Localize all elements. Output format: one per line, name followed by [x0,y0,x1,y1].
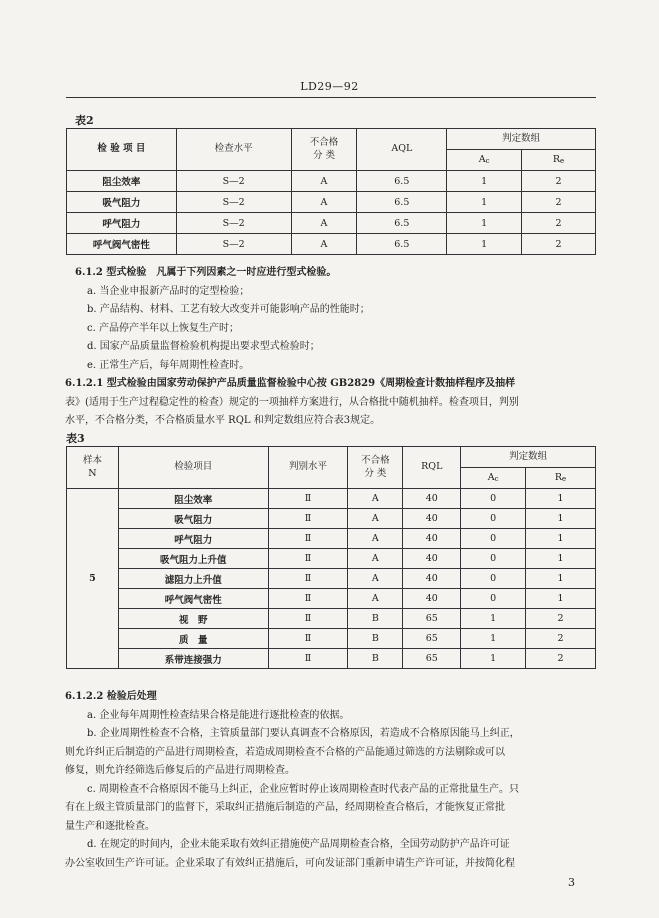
table2-cell-level: S—2 [176,192,291,213]
table2-header-item: 检 验 项 目 [67,129,177,171]
table3-cell-class: B [348,629,403,649]
table2-cell-re: 2 [522,213,596,234]
table3-header-sample: 样本 N [67,447,119,489]
table3-cell-rql: 40 [403,489,461,509]
table3-cell-rql: 65 [403,649,461,669]
paragraph-line: c. 产品停产半年以上恢复生产时； [87,322,239,334]
post-inspection-section [65,688,585,873]
table2-header-class: 不合格 分 类 [291,129,357,171]
standard-code-header: LD29—92 [300,80,359,93]
table2-cell-item: 阻尘效率 [67,171,177,192]
table2-cell-aql: 6.5 [357,192,447,213]
table3-row [67,489,596,509]
table2-cell-item: 吸气阻力 [67,192,177,213]
table2-header-decision: 判定数组 [447,129,596,150]
table3 [66,446,596,669]
table3-row [67,629,596,649]
table3-cell-class: A [348,549,403,569]
table3-header-rql: RQL [403,447,461,489]
table2-header-level: 检查水平 [176,129,291,171]
table3-cell-class: A [348,569,403,589]
table3-header-level: 判别水平 [268,447,348,489]
table3-row [67,609,596,629]
table3-cell-level: Ⅱ [268,589,348,609]
page-number: 3 [568,876,575,889]
paragraph-line: 6.1.2 型式检验 凡属于下列因素之一时应进行型式检验。 [75,267,337,278]
table3-cell-rql: 40 [403,509,461,529]
table2-header-aql: AQL [357,129,447,171]
table2-header-re: Re [522,150,596,171]
table3-cell-item: 视 野 [118,609,268,629]
table3-cell-item: 阻尘效率 [118,489,268,509]
table3-cell-class: B [348,609,403,629]
table2-cell-item: 呼气阀气密性 [67,234,177,255]
table3-cell-level: Ⅱ [268,649,348,669]
table2-row [67,234,596,255]
table3-cell-rql: 65 [403,609,461,629]
paragraph-line: 修复，则允许经筛选后修复后的产品进行周期检查。 [65,765,295,776]
table3-cell-item: 系带连接强力 [118,649,268,669]
table3-cell-class: A [348,589,403,609]
table3-row [67,509,596,529]
table3-row [67,649,596,669]
table3-cell-level: Ⅱ [268,569,348,589]
table3-cell-item: 呼气阀气密性 [118,589,268,609]
table3-cell-re: 1 [526,509,596,529]
table3-cell-rql: 40 [403,529,461,549]
table3-header-decision: 判定数组 [461,447,596,468]
table3-cell-rql: 40 [403,549,461,569]
table3-cell-ac: 0 [461,589,526,609]
table3-cell-ac: 1 [461,629,526,649]
table3-row [67,549,596,569]
table3-cell-item: 吸气阻力 [118,509,268,529]
table3-cell-rql: 65 [403,629,461,649]
table3-row [67,589,596,609]
table3-cell-rql: 40 [403,569,461,589]
table3-cell-re: 2 [526,629,596,649]
table3-sample-size: 5 [67,489,119,669]
paragraph-line: b. 企业周期性检查不合格，主管质量部门要认真调查不合格原因，若造成不合格原因能马上纠正， [87,728,520,739]
table3-cell-level: Ⅱ [268,609,348,629]
table3-cell-item: 滤阻力上升值 [118,569,268,589]
paragraph-line: d. 国家产品质量监督检验机构提出要求型式检验时； [87,341,320,352]
table3-cell-level: Ⅱ [268,529,348,549]
table2-cell-level: S—2 [176,171,291,192]
paragraph-line: 有在上级主管质量部门的监督下，采取纠正措施后制造的产品，经周期检查合格后，才能恢复正常批 [65,802,505,813]
table3-cell-re: 1 [526,529,596,549]
table2-cell-aql: 6.5 [357,171,447,192]
table3-cell-class: A [348,529,403,549]
table2-cell-level: S—2 [176,213,291,234]
type-inspection-section [65,264,585,431]
table3-cell-ac: 0 [461,509,526,529]
table3-cell-item: 吸气阻力上升值 [118,549,268,569]
table3-cell-re: 1 [526,589,596,609]
paragraph-line: 6.1.2.2 检验后处理 [65,691,157,702]
table3-cell-class: A [348,489,403,509]
table3-cell-re: 1 [526,569,596,589]
table3-cell-level: Ⅱ [268,549,348,569]
paragraph-line: 水平，不合格分类，不合格质量水平 RQL 和判定数组应符合表3规定。 [65,415,381,426]
table2-cell-ac: 1 [447,192,522,213]
paragraph-line: 6.1.2.1 型式检验由国家劳动保护产品质量监督检验中心按 GB2829《周期检查计数抽样程序及抽样 [65,378,516,389]
paragraph-line: a. 当企业申报新产品时的定型检验； [87,285,250,297]
table3-cell-re: 2 [526,609,596,629]
table2-row [67,213,596,234]
table3-cell-re: 1 [526,489,596,509]
table3-row [67,569,596,589]
table2-cell-class: A [291,213,357,234]
table3-cell-ac: 0 [461,549,526,569]
table3-cell-level: Ⅱ [268,489,348,509]
table3-cell-rql: 40 [403,589,461,609]
header-rule [66,97,596,98]
table2-cell-class: A [291,234,357,255]
table3-cell-class: B [348,649,403,669]
table3-cell-ac: 0 [461,489,526,509]
paragraph-line: c. 周期检查不合格原因不能马上纠正，企业应暂时停止该周期检查时代表产品的正常批量生产。只 [87,783,519,795]
table3-cell-level: Ⅱ [268,629,348,649]
table3-cell-ac: 1 [461,609,526,629]
table3-cell-ac: 1 [461,649,526,669]
table2-cell-class: A [291,192,357,213]
table2-row [67,192,596,213]
paragraph-line: 则允许纠正后制造的产品进行周期检查，若造成周期检查不合格的产品能通过筛选的方法剔除或可以 [65,746,505,758]
table2-cell-re: 2 [522,192,596,213]
table3-header-ac: Ac [461,468,526,489]
table3-header-re: Re [526,468,596,489]
table2-cell-aql: 6.5 [357,213,447,234]
table2-cell-aql: 6.5 [357,234,447,255]
table2-caption: 表2 [75,114,94,127]
paragraph-line: 办公室收回生产许可证。企业采取了有效纠正措施后，可向发证部门重新申请生产许可证，并按简化程 [65,857,515,869]
table2-header-ac: Ac [447,150,522,171]
table3-cell-re: 2 [526,649,596,669]
table3-header-class: 不合格 分 类 [348,447,403,489]
table2-cell-re: 2 [522,171,596,192]
table3-cell-ac: 0 [461,529,526,549]
table2-cell-level: S—2 [176,234,291,255]
paragraph-line: 表》(适用于生产过程稳定性的检查）规定的一项抽样方案进行，从合格批中随机抽样。检查项目，判别 [65,396,519,408]
paragraph-line: a. 企业每年周期性检查结果合格是能进行逐批检查的依据。 [87,709,350,721]
paragraph-line: b. 产品结构、材料、工艺有较大改变并可能影响产品的性能时； [87,304,370,315]
table2 [66,128,596,255]
table2-row [67,171,596,192]
table3-cell-re: 1 [526,549,596,569]
table2-cell-ac: 1 [447,234,522,255]
table2-cell-item: 呼气阻力 [67,213,177,234]
paragraph-line: 量生产和逐批检查。 [65,820,155,832]
table2-cell-class: A [291,171,357,192]
paragraph-line: e. 正常生产后，每年周期性检查时。 [87,359,250,371]
paragraph-line: d. 在规定的时间内，企业未能采取有效纠正措施使产品周期检查合格，全国劳动防护产品许可证 [87,839,510,850]
table2-cell-ac: 1 [447,171,522,192]
table2-cell-re: 2 [522,234,596,255]
table3-cell-item: 质 量 [118,629,268,649]
table3-cell-level: Ⅱ [268,509,348,529]
table3-row [67,529,596,549]
table3-header-item: 检验项目 [118,447,268,489]
table3-cell-ac: 0 [461,569,526,589]
table3-cell-item: 呼气阻力 [118,529,268,549]
table3-caption: 表3 [66,432,85,445]
table3-cell-class: A [348,509,403,529]
table2-cell-ac: 1 [447,213,522,234]
